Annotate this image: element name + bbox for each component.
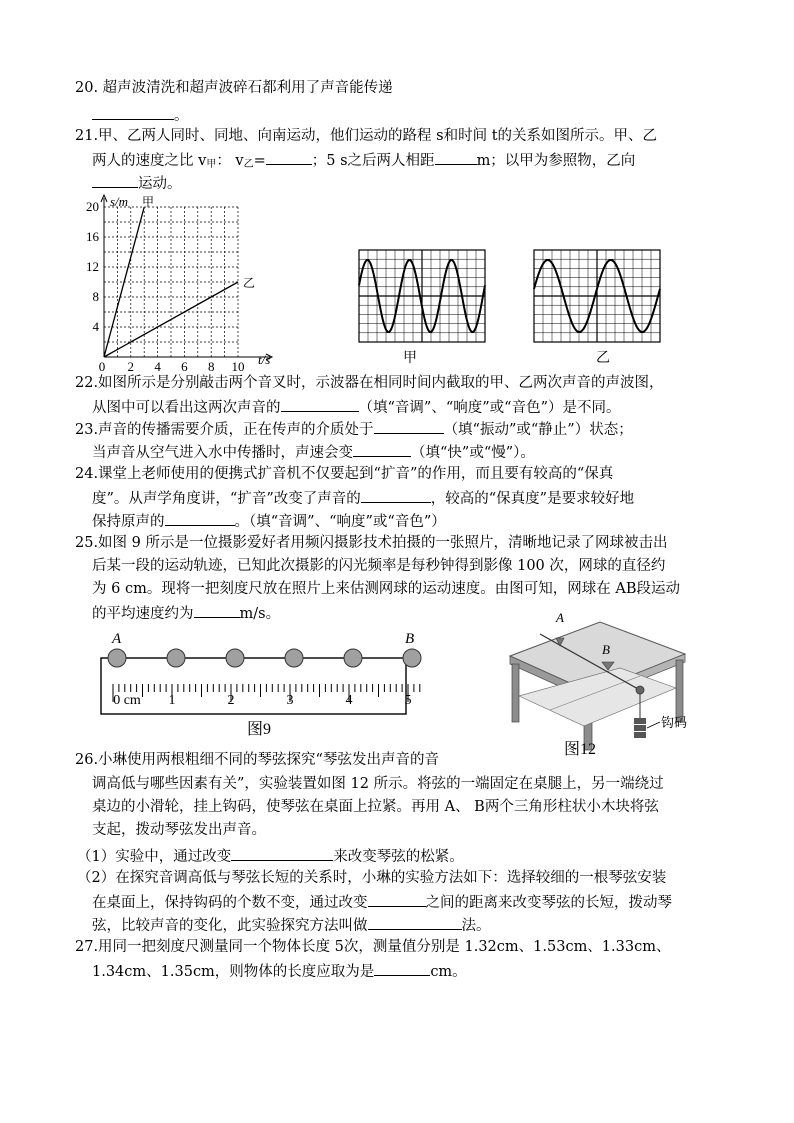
- tennis-ball: [344, 649, 362, 667]
- q20-line1: 20. 超声波清洗和超声波碎石都利用了声音能传递: [75, 80, 393, 96]
- q26-part2-line3: 弦，比较声音的变化，此实验探究方法叫做 法。: [92, 914, 491, 936]
- x-tick-label: 0: [98, 359, 106, 372]
- q20-end: 。: [174, 108, 189, 124]
- osc-label-yi: 乙: [596, 351, 610, 364]
- q21-line2: 两人的速度之比 $v_甲$： $v_乙=$ ；5 s之后两人相距 m；以甲为参照物，乙向: [92, 149, 635, 175]
- ruler-tick-label: 1: [168, 693, 176, 708]
- q24-line2: 度”。从声学角度讲，“扩音”改变了声音的 ，较高的“保真度”是要求较好地: [92, 487, 634, 509]
- q27-line2: 1.34cm、1.35cm，则物体的长度应取为是 cm。: [92, 960, 467, 982]
- q21-blank-direction[interactable]: [92, 172, 138, 188]
- q26-blank-1[interactable]: [231, 845, 333, 861]
- tennis-ball: [403, 649, 421, 667]
- q23-line1: 23.声音的传播需要介质，正在传声的介质处于 （填“振动”或“静止”）状态；: [75, 418, 633, 440]
- tennis-ball: [167, 649, 185, 667]
- y-tick-label: 12: [86, 259, 99, 274]
- q25-blank[interactable]: [194, 602, 240, 618]
- y-tick-label: 8: [92, 289, 99, 304]
- x-tick-label: 4: [154, 359, 161, 372]
- ruler-tick-label: 0 cm: [113, 693, 141, 708]
- ruler-body: [101, 658, 406, 714]
- q26-line3: 桌边的小滑轮，挂上钩码，使琴弦在桌面上拉紧。再用 A、 B两个三角形柱状小木块将弦: [92, 799, 659, 815]
- table-leg: [676, 660, 683, 722]
- q27-blank[interactable]: [374, 960, 430, 976]
- q26-part2-line1: （2）在探究音调高低与琴弦长短的关系时，小琳的实验方法如下：选择较细的一根琴弦安装: [77, 870, 667, 886]
- q24-line1: 24.课堂上老师使用的便携式扩音机不仅要起到“扩音”的作用，而且要有较高的“保真: [75, 466, 614, 482]
- tennis-ball: [108, 649, 126, 667]
- hook-weights: [634, 718, 646, 738]
- weight-pointer: [647, 722, 660, 728]
- tennis-ball: [226, 649, 244, 667]
- fig12-point-b: B: [602, 642, 610, 657]
- q24-blank-2[interactable]: [165, 510, 235, 526]
- pulley: [636, 686, 644, 694]
- series-line-jia: [104, 207, 144, 357]
- fig12-caption: 图12: [564, 741, 597, 758]
- q23-line2: 当声音从空气进入水中传播时，声速会变 （填“快”或“慢”）。: [92, 441, 535, 463]
- x-tick-label: 10: [231, 359, 245, 372]
- tennis-ball: [285, 649, 303, 667]
- fig12-table: [500, 604, 700, 758]
- q26-blank-2[interactable]: [368, 891, 426, 907]
- q26-line4: 支起，拨动琴弦发出声音。: [92, 822, 266, 838]
- q24-line3: 保持原声的 。（填“音调”、“响度”或“音色”）: [92, 510, 446, 532]
- oscilloscope-jia: [357, 246, 487, 364]
- q26-line2: 调高低与哪些因素有关”，实验装置如图 12 所示。将弦的一端固定在桌腿上，另一端绕过: [92, 776, 664, 792]
- oscilloscope-yi: [532, 246, 662, 364]
- table-leg: [512, 664, 519, 722]
- x-axis-label: t/s: [258, 352, 271, 367]
- q21-blank-ratio[interactable]: [266, 149, 312, 165]
- q21-line3: 运动。: [92, 172, 182, 194]
- q26-line1: 26.小琳使用两根粗细不同的琴弦探究“琴弦发出声音的音: [75, 752, 439, 768]
- q23-blank-speed[interactable]: [353, 441, 411, 457]
- q23-blank-state[interactable]: [374, 418, 444, 434]
- st-graph: [80, 192, 280, 372]
- q25-line2: 后某一段的运动轨迹，已知此次摄影的闪光频率是每秒钟得到影像 100 次，网球的直径约: [92, 558, 666, 574]
- series-line-yi: [104, 282, 238, 357]
- q22-blank[interactable]: [281, 396, 359, 412]
- y-axis-label: s/m: [110, 194, 129, 209]
- q26-part2-line2: 在桌面上，保持钩码的个数不变，通过改变 之间的距离来改变琴弦的长短，拨动琴: [92, 891, 672, 913]
- q22-line2: 从图中可以看出这两次声音的 （填“音调”、“响度”或“音色”）是不同。: [92, 396, 620, 418]
- fig9-caption: 图9: [247, 721, 272, 738]
- x-tick-label: 6: [181, 359, 188, 372]
- line-label-jia: 甲: [142, 195, 155, 209]
- q20-line2: [92, 104, 189, 126]
- weight-label: 钩码: [661, 715, 688, 730]
- q21-line1: 21.甲、乙两人同时、同地、向南运动，他们运动的路程 s和时间 t的关系如图所示。甲、乙: [75, 128, 658, 144]
- ruler-point-b: B: [405, 631, 415, 647]
- line-label-yi: 乙: [243, 276, 256, 290]
- ruler-tick-label: 4: [345, 693, 353, 708]
- fig12-point-a: A: [556, 610, 564, 625]
- q25-line4: 的平均速度约为 m/s。: [92, 602, 280, 624]
- q27-line1: 27.用同一把刻度尺测量同一个物体长度 5次，测量值分别是 1.32cm、1.53cm、1.33cm、: [75, 939, 671, 955]
- q20-blank[interactable]: [92, 104, 174, 120]
- q22-line1: 22.如图所示是分别敲击两个音叉时，示波器在相同时间内截取的甲、乙两次声音的声波图，: [75, 375, 664, 391]
- ruler-tick-label: 3: [286, 693, 294, 708]
- q26-part1: （1）实验中，通过改变 来改变琴弦的松紧。: [77, 845, 464, 867]
- q25-line3: 为 6 cm。现将一把刻度尺放在照片上来估测网球的运动速度。由图可知，网球在 AB段运动: [92, 581, 681, 597]
- q24-blank-1[interactable]: [361, 487, 431, 503]
- ruler-tick-label: 5: [404, 693, 412, 708]
- q25-line1: 25.如图 9 所示是一位摄影爱好者用频闪摄影技术拍摄的一张照片，清晰地记录了网球被击出: [75, 535, 668, 551]
- x-tick-label: 8: [207, 359, 215, 372]
- ruler-figure: [95, 628, 435, 738]
- q21-blank-distance[interactable]: [435, 149, 477, 165]
- y-tick-label: 4: [92, 319, 99, 334]
- y-tick-label: 16: [86, 229, 99, 244]
- q26-blank-3[interactable]: [368, 914, 462, 930]
- x-tick-label: 2: [127, 359, 135, 372]
- osc-label-jia: 甲: [403, 351, 417, 364]
- ruler-point-a: A: [112, 631, 122, 647]
- ruler-tick-label: 2: [227, 693, 235, 708]
- y-tick-label: 20: [86, 199, 99, 214]
